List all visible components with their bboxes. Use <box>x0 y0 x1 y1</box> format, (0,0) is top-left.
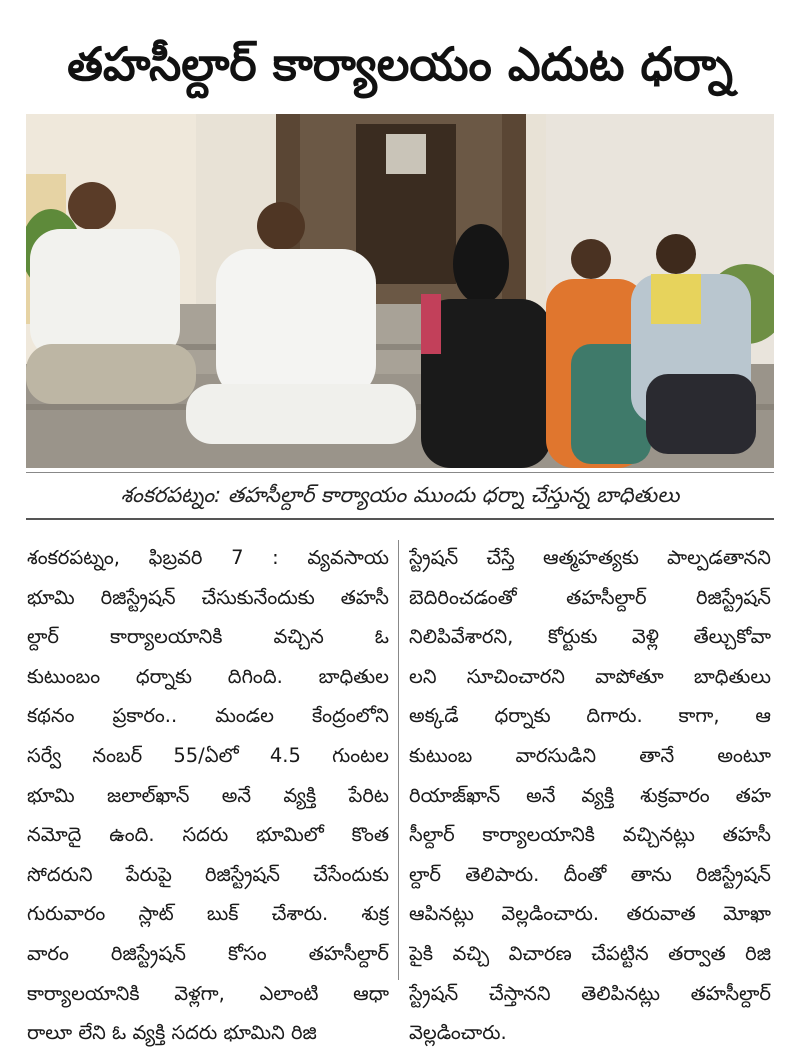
article-line: రియాజ్‌ఖాన్ అనే వ్యక్తి శుక్రవారం తహ <box>409 783 771 807</box>
article-line: రాలూ లేని ఓ వ్యక్తి సదరు భూమిని రిజి <box>27 1021 317 1045</box>
article-line: ల్దార్ తెలిపారు. దీంతో తాను రిజిస్ట్రేషన్ <box>409 862 771 886</box>
article-line: కుటుంబం ధర్నాకు దిగింది. బాధితుల <box>27 664 389 688</box>
column-divider <box>398 540 399 980</box>
caption-top-rule <box>26 472 774 473</box>
article-line: సోదరుని పేరుపై రిజిస్ట్రేషన్ చేసేందుకు <box>27 862 389 886</box>
article-line: లని సూచించారని వాపోతూ బాధితులు <box>409 664 771 688</box>
article-line: ల్దార్ కార్యాలయానికి వచ్చిన ఓ <box>27 625 389 649</box>
article-line: వెల్లడించారు. <box>409 1021 507 1045</box>
photo-caption: శంకరపట్నం: తహసీల్దార్ కార్యాయం ముందు ధర్నా చేస్తున్న బాధితులు <box>120 483 680 507</box>
article-line: వారం రిజిస్ట్రేషన్ కోసం తహసీల్దార్ <box>27 941 389 965</box>
article-line: సీల్దార్ కార్యాలయానికి వచ్చినట్లు తహసీ <box>409 823 771 847</box>
article-line: భూమి జలాల్‌ఖాన్ అనే వ్యక్తి పేరిట <box>27 783 389 807</box>
article-line: ఆపినట్లు వెల్లడించారు. తరువాత మోఖా <box>409 902 771 926</box>
article-line: స్ట్రేషన్ చేస్తానని తెలిపినట్లు తహసీల్దార్ <box>409 981 771 1005</box>
article-line: కార్యాలయానికి వెళ్లగా, ఎలాంటి ఆధా <box>27 981 389 1005</box>
article-line: స్ట్రేషన్ చేస్తే ఆత్మహత్యకు పాల్పడతానని <box>409 546 771 569</box>
article-line: గురువారం స్లాట్ బుక్ చేశారు. శుక్ర <box>27 902 389 926</box>
article-line: అక్కడే ధర్నాకు దిగారు. కాగా, ఆ <box>409 704 771 728</box>
article-line: నమోదై ఉంది. సదరు భూమిలో కొంత <box>27 823 389 847</box>
article-line: పైకి వచ్చి విచారణ చేపట్టిన తర్వాత రిజి <box>409 941 771 965</box>
article-left-column <box>27 538 389 1053</box>
headline: తహసీల్దార్ కార్యాలయం ఎదుట ధర్నా <box>67 37 733 91</box>
photo-of-protesters-icon <box>26 114 774 468</box>
article-line: భూమి రిజిస్ట్రేషన్ చేసుకునేందుకు తహసీ <box>27 585 389 609</box>
caption-bottom-rule <box>26 518 774 520</box>
article-line: కథనం ప్రకారం.. మండల కేంద్రంలోని <box>27 704 389 728</box>
article-line: శంకరపట్నం, ఫిబ్రవరి 7 : వ్యవసాయ <box>27 546 389 569</box>
article-line: నిలిపివేశారని, కోర్టుకు వెళ్లి తేల్చుకోవా <box>409 625 771 649</box>
article-line: బెదిరించడంతో తహసీల్దార్ రిజిస్ట్రేషన్ <box>409 585 771 609</box>
news-photo <box>26 114 774 468</box>
article-line: సర్వే నంబర్ 55/ఏలో 4.5 గుంటల <box>27 743 389 767</box>
article-line: కుటుంబ వారసుడిని తానే అంటూ <box>409 743 771 767</box>
article-right-column <box>409 538 771 1053</box>
